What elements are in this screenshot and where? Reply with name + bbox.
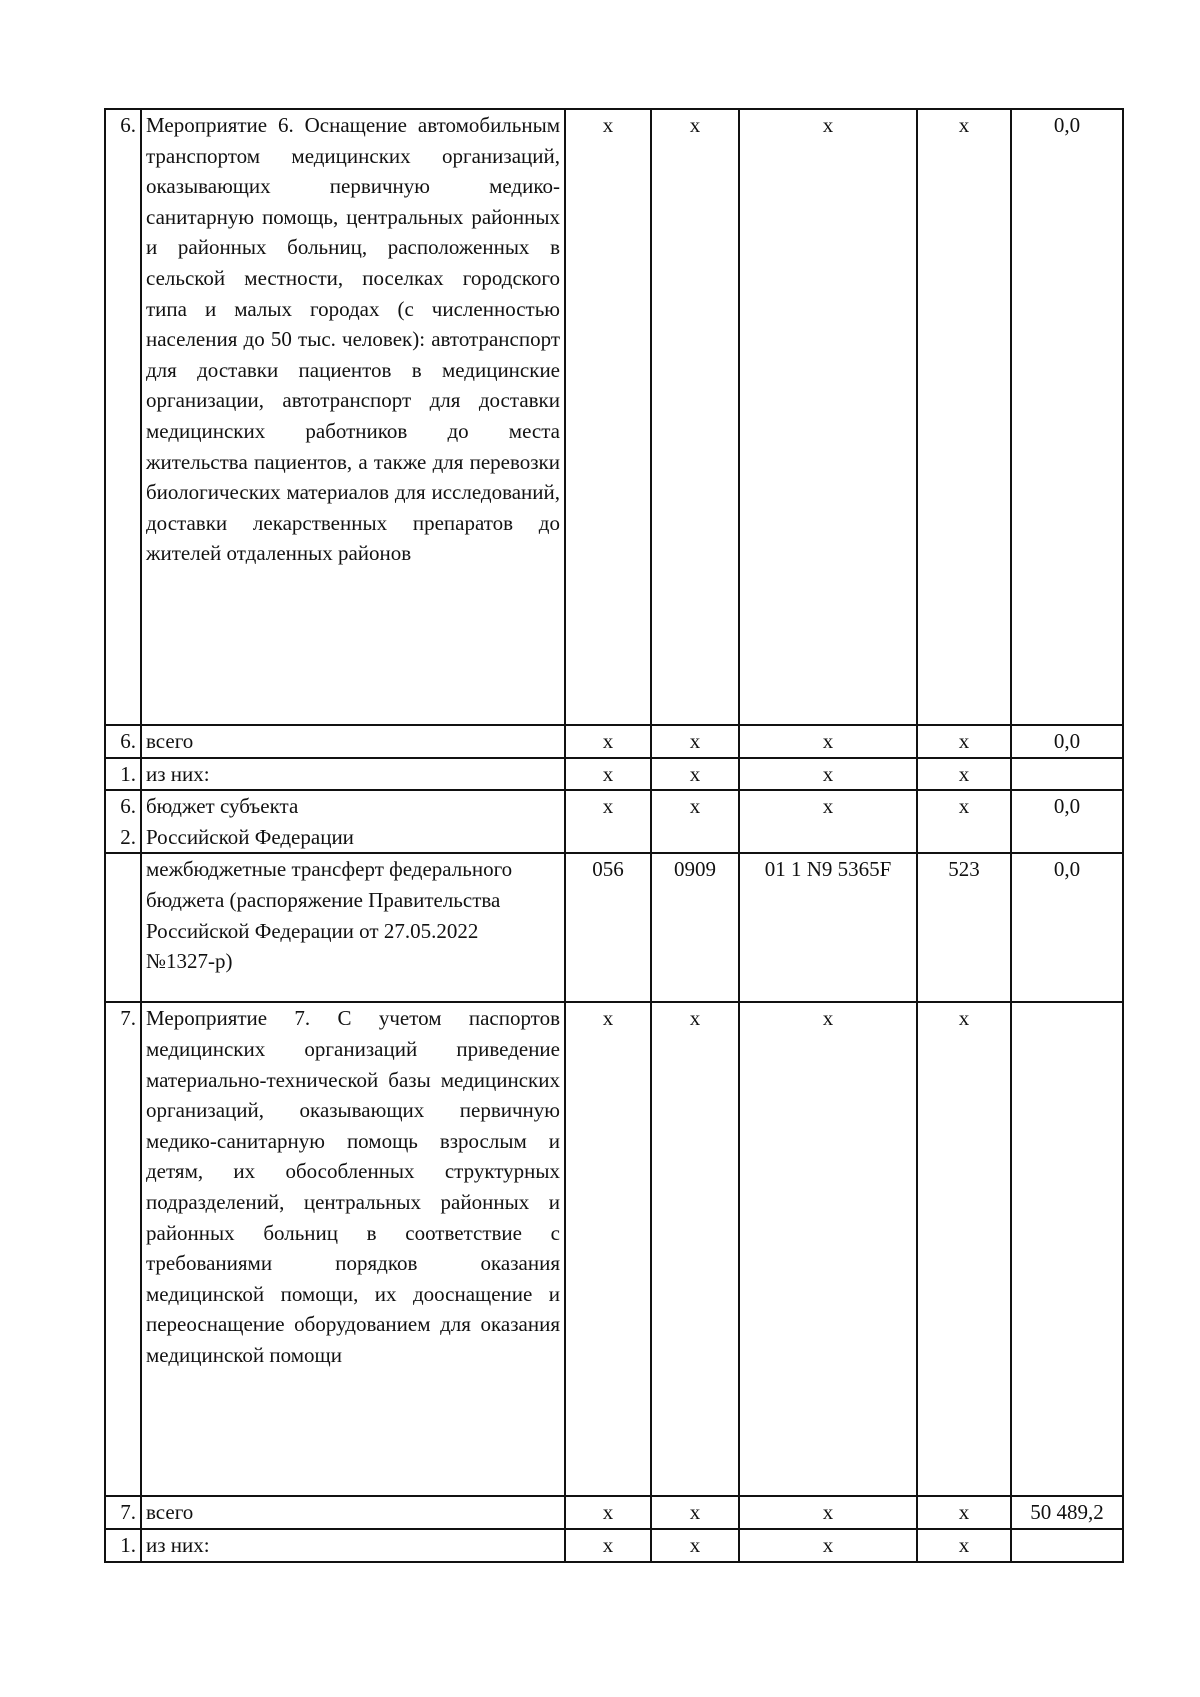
cell-value: x bbox=[739, 758, 917, 791]
cell-value: x bbox=[739, 109, 917, 725]
cell-value: x bbox=[565, 790, 651, 853]
cell-value: x bbox=[917, 758, 1011, 791]
cell-value: x bbox=[739, 1496, 917, 1529]
row-number: 6. 2. bbox=[105, 790, 141, 853]
row-number: 6. bbox=[105, 725, 141, 758]
cell-value: x bbox=[739, 1529, 917, 1562]
row-number: 7. bbox=[105, 1002, 141, 1496]
row-label: всего bbox=[141, 725, 565, 758]
cell-value: x bbox=[917, 790, 1011, 853]
cell-value: x bbox=[917, 725, 1011, 758]
cell-value: 01 1 N9 5365F bbox=[739, 853, 917, 1002]
cell-value: x bbox=[917, 1002, 1011, 1496]
row-number: 1. bbox=[105, 1529, 141, 1562]
cell-value: x bbox=[651, 109, 739, 725]
table-row-6-1-total bbox=[105, 725, 1123, 758]
cell-value: x bbox=[565, 758, 651, 791]
row-number bbox=[105, 853, 141, 1002]
cell-value: x bbox=[565, 725, 651, 758]
amount-value bbox=[1011, 758, 1123, 791]
cell-value: x bbox=[565, 1002, 651, 1496]
table-row-transfer bbox=[105, 853, 1123, 1002]
amount-value: 0,0 bbox=[1011, 790, 1123, 853]
amount-value bbox=[1011, 1529, 1123, 1562]
amount-value: 50 489,2 bbox=[1011, 1496, 1123, 1529]
cell-value: 523 bbox=[917, 853, 1011, 1002]
table-row-7-1-total bbox=[105, 1496, 1123, 1529]
event-description: Мероприятие 6. Оснащение автомобильным транспортом медицинских организаций, оказывающих первичную медико-санитарную помощь, центральных районных и районных больниц, расположенных в сельской местности, поселках городского типа и малых городах (с численностью населения до 50 тыс. человек): автотранспорт для доставки пациентов в медицинские организации, автотранспорт для доставки медицинских работников до места жительства пациентов, а также для перевозки биологических материалов для исследований, доставки лекарственных препаратов до жителей отдаленных районов bbox=[141, 109, 565, 725]
row-label: из них: bbox=[141, 1529, 565, 1562]
event-description: Мероприятие 7. С учетом паспортов медицинских организаций приведение материально-технической базы медицинских организаций, оказывающих первичную медико-санитарную помощь взрослым и детям, их обособленных структурных подразделений, центральных районных и районных больниц в соответствие с требованиями порядков оказания медицинской помощи, их дооснащение и переоснащение оборудованием для оказания медицинской помощи bbox=[141, 1002, 565, 1496]
cell-value: x bbox=[739, 1002, 917, 1496]
table-row-7-1-of-which bbox=[105, 1529, 1123, 1562]
amount-value bbox=[1011, 1002, 1123, 1496]
table-row-6 bbox=[105, 109, 1123, 725]
cell-value: x bbox=[651, 725, 739, 758]
cell-value: x bbox=[651, 790, 739, 853]
row-label: из них: bbox=[141, 758, 565, 791]
amount-value: 0,0 bbox=[1011, 109, 1123, 725]
cell-value: x bbox=[917, 1529, 1011, 1562]
table-row-6-1-of-which bbox=[105, 758, 1123, 791]
table-row-7 bbox=[105, 1002, 1123, 1496]
amount-value: 0,0 bbox=[1011, 725, 1123, 758]
budget-table bbox=[104, 108, 1124, 1563]
cell-value: x bbox=[739, 725, 917, 758]
cell-value: x bbox=[565, 109, 651, 725]
row-label: бюджет субъекта Российской Федерации bbox=[141, 790, 565, 853]
cell-value: x bbox=[565, 1529, 651, 1562]
table-row-6-2 bbox=[105, 790, 1123, 853]
row-number: 7. bbox=[105, 1496, 141, 1529]
cell-value: x bbox=[917, 109, 1011, 725]
cell-value: 056 bbox=[565, 853, 651, 1002]
cell-value: x bbox=[917, 1496, 1011, 1529]
cell-value: 0909 bbox=[651, 853, 739, 1002]
cell-value: x bbox=[651, 758, 739, 791]
cell-value: x bbox=[651, 1496, 739, 1529]
cell-value: x bbox=[651, 1529, 739, 1562]
cell-value: x bbox=[651, 1002, 739, 1496]
amount-value: 0,0 bbox=[1011, 853, 1123, 1002]
row-number: 1. bbox=[105, 758, 141, 791]
cell-value: x bbox=[739, 790, 917, 853]
row-number: 6. bbox=[105, 109, 141, 725]
cell-value: x bbox=[565, 1496, 651, 1529]
row-label: межбюджетные трансферт федерального бюджета (распоряжение Правительства Российской Федерации от 27.05.2022 №1327-р) bbox=[141, 853, 565, 1002]
row-label: всего bbox=[141, 1496, 565, 1529]
